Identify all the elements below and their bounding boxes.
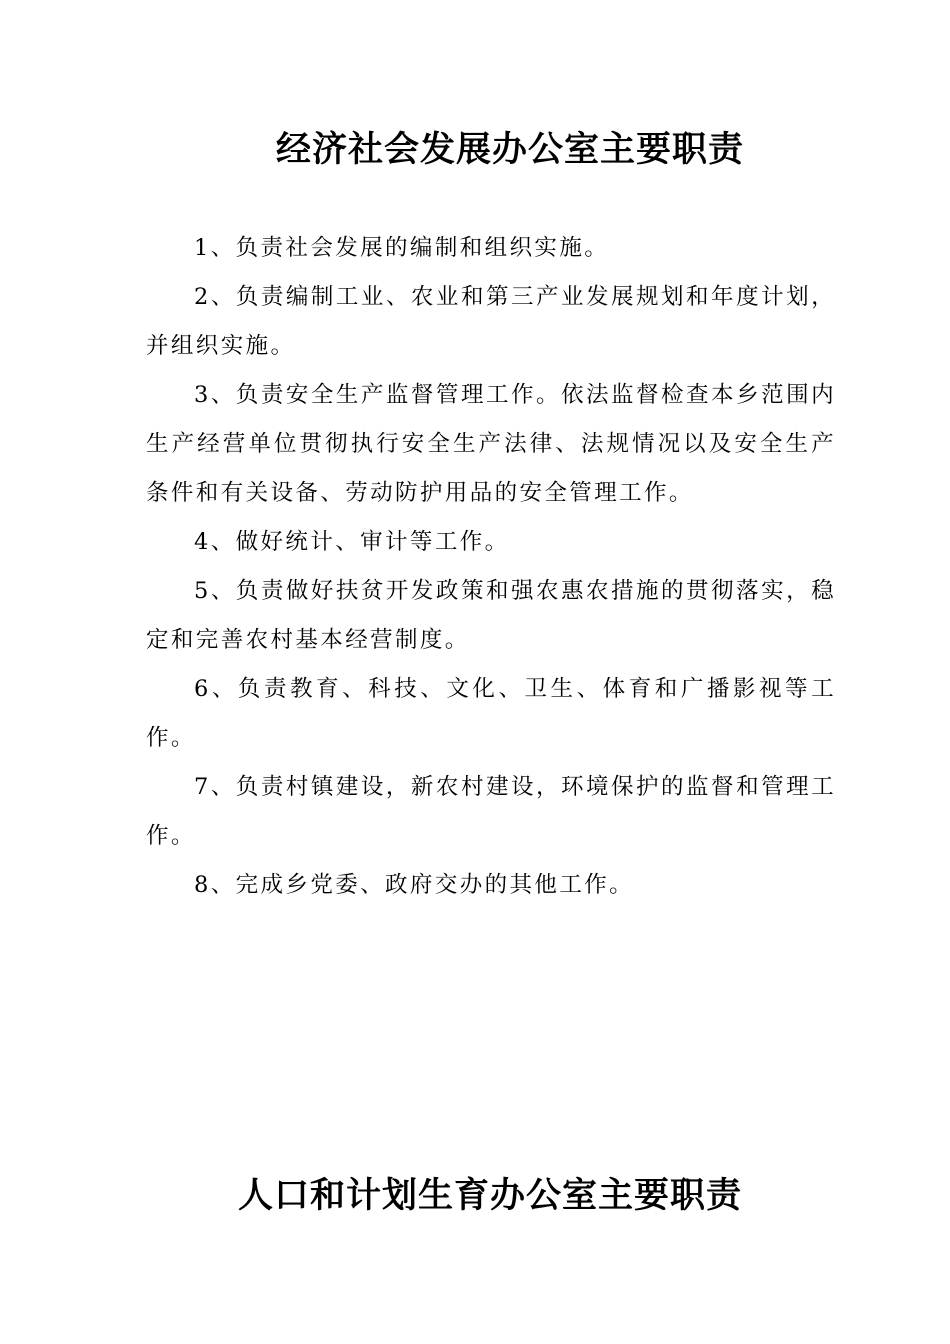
- duty-item-5: 5、负责做好扶贫开发政策和强农惠农措施的贯彻落实，稳定和完善农村基本经营制度。: [146, 578, 836, 653]
- duty-item-6: 6、负责教育、科技、文化、卫生、体育和广播影视等工作。: [146, 676, 836, 751]
- duty-item-1: 1、负责社会发展的编制和组织实施。: [194, 235, 610, 261]
- duty-item-7: 7、负责村镇建设，新农村建设，环境保护的监督和管理工作。: [146, 774, 836, 849]
- duty-item-4: 4、做好统计、审计等工作。: [194, 529, 510, 555]
- duties-list: [146, 224, 836, 910]
- duty-item-2: 2、负责编制工业、农业和第三产业发展规划和年度计划，并组织实施。: [146, 284, 836, 359]
- section-title-population-family-planning: 人口和计划生育办公室主要职责: [237, 1175, 742, 1216]
- duty-item-3: 3、负责安全生产监督管理工作。依法监督检查本乡范围内生产经营单位贯彻执行安全生产法律、法规情况以及安全生产条件和有关设备、劳动防护用品的安全管理工作。: [146, 382, 836, 506]
- section-title-economic-social: 经济社会发展办公室主要职责: [275, 129, 744, 170]
- duty-item-8: 8、完成乡党委、政府交办的其他工作。: [194, 872, 635, 898]
